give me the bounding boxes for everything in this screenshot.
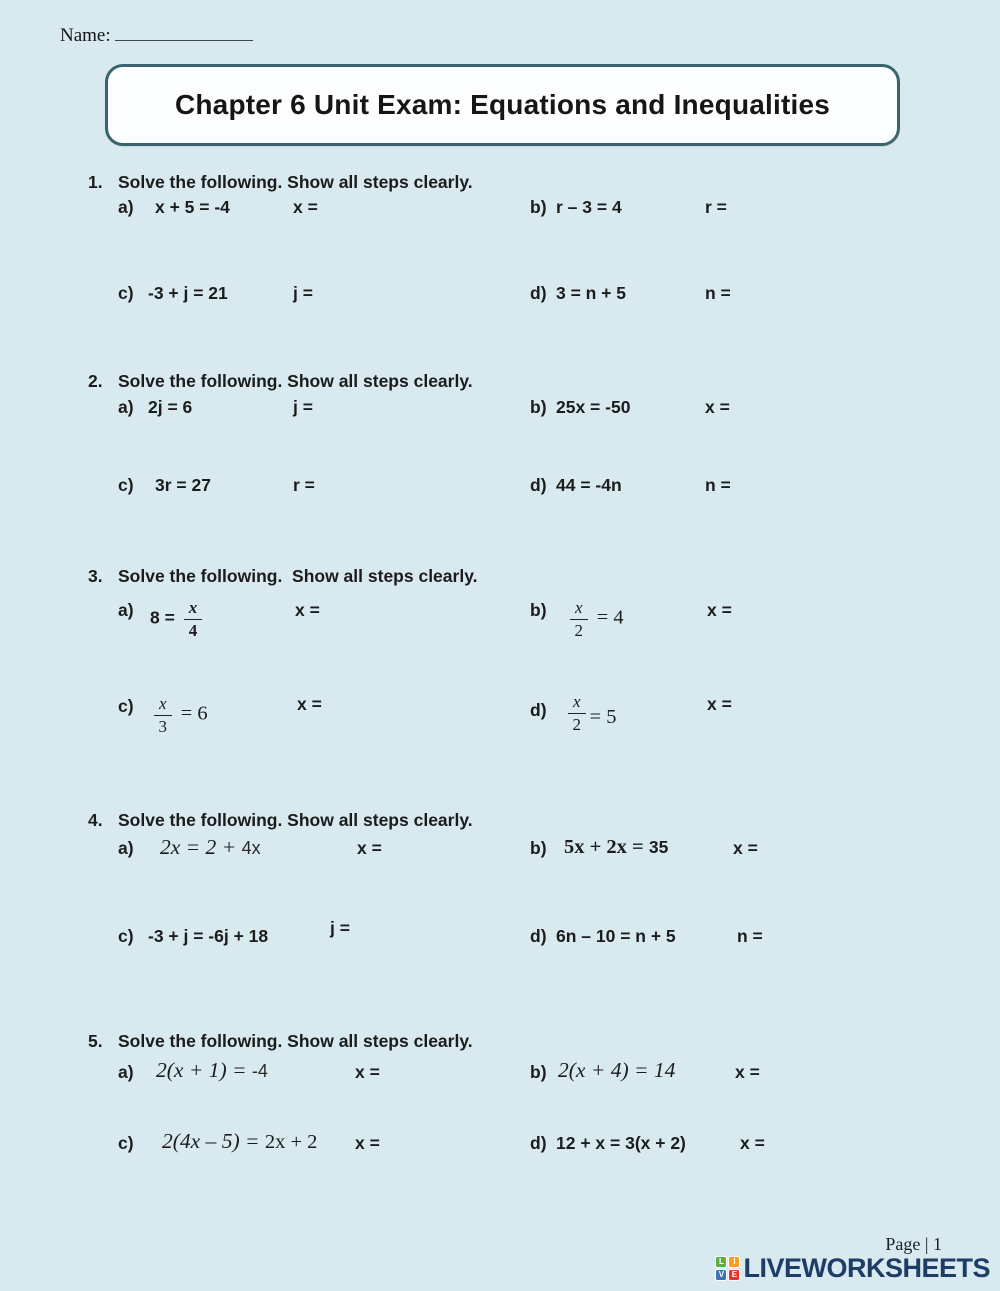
- problem-label: c): [118, 1133, 134, 1153]
- answer-label[interactable]: j =: [293, 283, 313, 303]
- question-prompt: Solve the following. Show all steps clearly.: [118, 1031, 473, 1051]
- answer-label[interactable]: x =: [297, 694, 322, 714]
- answer-label[interactable]: j =: [293, 397, 313, 417]
- fraction: $\frac{x}{2}$: [568, 692, 586, 734]
- question-number: 1.: [88, 172, 103, 192]
- page-number: Page | 1: [885, 1234, 942, 1254]
- question-number: 3.: [88, 566, 103, 586]
- question-5-heading: [88, 1031, 473, 1052]
- answer-label[interactable]: j =: [330, 918, 350, 938]
- problem-cell-5c: [118, 1129, 528, 1205]
- question-2-heading: [88, 371, 473, 392]
- question-number: 2.: [88, 371, 103, 391]
- problem-label: b): [530, 197, 547, 217]
- answer-label[interactable]: x =: [740, 1133, 765, 1153]
- question-number: 4.: [88, 810, 103, 830]
- question-prompt: Solve the following. Show all steps clearly.: [118, 371, 473, 391]
- equation: -3 + j = 21: [148, 283, 228, 303]
- problem-cell-3c: [118, 686, 528, 758]
- answer-label[interactable]: x =: [355, 1062, 380, 1082]
- equation: $\frac{x}{2}$ = 4: [566, 598, 624, 640]
- problem-label: b): [530, 838, 547, 858]
- name-label: Name:: [60, 25, 111, 46]
- equation: 8 = $\frac{x}{4}$: [150, 598, 206, 640]
- problem-label: d): [530, 926, 547, 946]
- problem-cell-2b: [530, 397, 940, 469]
- fraction: $\frac{x}{4}$: [184, 598, 203, 640]
- fraction: $\frac{x}{2}$: [570, 598, 588, 640]
- logo-tile-l: L: [715, 1256, 727, 1268]
- logo-tile-v: V: [715, 1269, 727, 1281]
- equation: 2(4x – 5) = 2x + 2: [162, 1129, 318, 1153]
- equation: x + 5 = -4: [155, 197, 230, 217]
- answer-label[interactable]: x =: [705, 397, 730, 417]
- problem-cell-5a: [118, 1058, 528, 1134]
- problem-cell-3b: [530, 592, 940, 664]
- problem-cell-1a: [118, 197, 528, 269]
- answer-label[interactable]: x =: [707, 600, 732, 620]
- problem-cell-5b: [530, 1058, 940, 1134]
- equation: $\frac{x}{2}$ = 5: [564, 718, 616, 760]
- problem-label: a): [118, 397, 134, 417]
- problem-cell-4d: [530, 926, 940, 998]
- problem-cell-3d: [530, 686, 940, 758]
- problem-label: b): [530, 1062, 547, 1082]
- answer-label[interactable]: x =: [735, 1062, 760, 1082]
- problem-label: b): [530, 600, 547, 620]
- question-prompt: Solve the following. Show all steps clearly.: [118, 566, 478, 586]
- question-4-heading: [88, 810, 473, 831]
- answer-label[interactable]: n =: [737, 926, 763, 946]
- equation: 5x + 2x = 35: [564, 836, 669, 858]
- problem-cell-3a: [118, 592, 528, 664]
- equation: 2(x + 4) = 14: [558, 1058, 676, 1082]
- answer-label[interactable]: x =: [355, 1133, 380, 1153]
- logo-tile-e: E: [728, 1269, 740, 1281]
- page-title: Chapter 6 Unit Exam: Equations and Inequalities: [174, 89, 831, 120]
- problem-label: a): [118, 197, 134, 217]
- problem-label: a): [118, 1062, 134, 1082]
- question-prompt: Solve the following. Show all steps clearly.: [118, 810, 473, 830]
- problem-cell-4c: [118, 918, 528, 998]
- answer-label[interactable]: x =: [293, 197, 318, 217]
- problem-cell-2a: [118, 397, 528, 469]
- problem-cell-1d: [530, 283, 940, 355]
- question-3-heading: [88, 566, 478, 587]
- problem-label: c): [118, 283, 134, 303]
- equation: r – 3 = 4: [556, 197, 622, 217]
- problem-label: a): [118, 838, 134, 858]
- equation: 2j = 6: [148, 397, 193, 417]
- equation: 12 + x = 3(x + 2): [556, 1133, 686, 1153]
- question-prompt: Solve the following. Show all steps clearly.: [118, 172, 473, 192]
- problem-label: c): [118, 475, 134, 495]
- problem-label: c): [118, 696, 134, 716]
- fraction: $\frac{x}{3}$: [154, 694, 172, 736]
- equation: 44 = -4n: [556, 475, 622, 495]
- problem-label: d): [530, 1133, 547, 1153]
- answer-label[interactable]: r =: [705, 197, 727, 217]
- equation: 3r = 27: [155, 475, 211, 495]
- answer-label[interactable]: n =: [705, 283, 731, 303]
- equation: -3 + j = -6j + 18: [148, 926, 269, 946]
- problem-label: d): [530, 700, 547, 720]
- question-number: 5.: [88, 1031, 103, 1051]
- equation: 25x = -50: [556, 397, 631, 417]
- problem-cell-5d: [530, 1133, 940, 1205]
- answer-label[interactable]: x =: [295, 600, 320, 620]
- answer-label[interactable]: x =: [733, 838, 758, 858]
- question-1-heading: [88, 172, 473, 193]
- problem-label: d): [530, 283, 547, 303]
- problem-label: d): [530, 475, 547, 495]
- problem-cell-4b: [530, 838, 940, 910]
- title-box: [105, 64, 900, 146]
- equation: 6n – 10 = n + 5: [556, 926, 676, 946]
- liveworksheets-brand-text: LIVEWORKSHEETS: [743, 1253, 990, 1283]
- equation: 3 = n + 5: [556, 283, 627, 303]
- equation: 2x = 2 + 4x: [160, 835, 261, 859]
- problem-cell-2d: [530, 475, 940, 547]
- logo-tile-i: I: [728, 1256, 740, 1268]
- name-blank-line[interactable]: [115, 22, 253, 41]
- problem-cell-2c: [118, 475, 528, 547]
- problem-label: c): [118, 926, 134, 946]
- equation: $\frac{x}{3}$ = 6: [150, 694, 208, 736]
- problem-label: b): [530, 397, 547, 417]
- problem-cell-1c: [118, 283, 528, 355]
- equation: 2(x + 1) = -4: [156, 1058, 268, 1082]
- problem-cell-4a: [118, 835, 528, 910]
- liveworksheets-logo: [715, 1253, 990, 1284]
- name-row: [60, 22, 253, 47]
- answer-label[interactable]: n =: [705, 475, 731, 495]
- answer-label[interactable]: x =: [357, 838, 382, 858]
- problem-label: a): [118, 600, 134, 620]
- liveworksheets-logo-icon: [715, 1256, 740, 1281]
- answer-label[interactable]: x =: [707, 694, 732, 714]
- answer-label[interactable]: r =: [293, 475, 315, 495]
- problem-cell-1b: [530, 197, 940, 269]
